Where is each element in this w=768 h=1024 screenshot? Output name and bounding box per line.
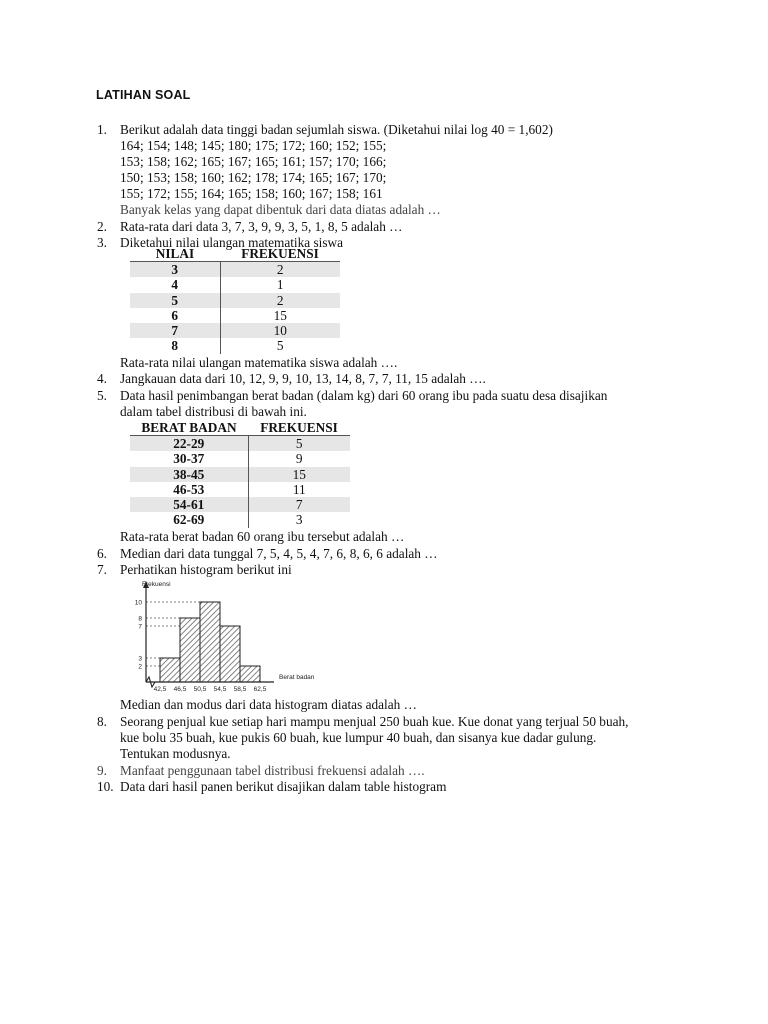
table-cell: 9	[295, 451, 303, 467]
y-axis-label: Frekuensi	[142, 581, 171, 588]
q8-text: Tentukan modusnya.	[120, 746, 231, 761]
table-cell: 22-29	[130, 436, 248, 452]
q8-text: kue bolu 35 buah, kue pukis 60 buah, kue lumpur 40 buah, dan sisanya kue dadar gulung.	[120, 730, 597, 745]
table-cell: 6	[130, 308, 220, 323]
q5-intro: Data hasil penimbangan berat badan (dalam kg) dari 60 orang ibu pada suatu desa disajikan	[120, 388, 608, 403]
table-cell: 2	[220, 262, 340, 278]
q1-data-line: 155; 172; 155; 164; 165; 158; 160; 167; 158; 161	[120, 186, 383, 201]
histogram-bars	[160, 602, 260, 682]
x-axis-label: Berat badan	[279, 674, 315, 681]
table-row	[130, 512, 350, 527]
histogram-bar	[180, 618, 200, 682]
table-cell: 7	[248, 497, 350, 512]
table-cell: 46-53	[130, 482, 248, 497]
q4-number: 4.	[97, 371, 107, 386]
table-row	[130, 482, 350, 497]
table-cell: 1	[276, 277, 284, 293]
q1-number: 1.	[97, 122, 107, 137]
q9-text: Manfaat penggunaan tabel distribusi frekuensi adalah ….	[120, 763, 425, 778]
table-header: FREKUENSI	[260, 420, 338, 435]
table-cell: 8	[130, 338, 220, 353]
x-tick-label: 62,5	[253, 686, 267, 693]
table-row	[130, 467, 350, 482]
table-row	[130, 323, 340, 338]
q10-number: 10.	[97, 779, 114, 794]
q5-question: Rata-rata berat badan 60 orang ibu tersebut adalah …	[120, 529, 405, 544]
table-header-row	[130, 246, 340, 262]
table-cell: 38-45	[130, 467, 248, 482]
x-tick-label: 42,5	[153, 686, 167, 693]
table-row	[130, 338, 340, 353]
histogram-chart	[124, 578, 324, 696]
table-header: BERAT BADAN	[141, 420, 237, 435]
table-row	[130, 293, 340, 308]
table-cell: 62-69	[130, 512, 248, 527]
q3-question: Rata-rata nilai ulangan matematika siswa adalah ….	[120, 355, 398, 370]
table-cell: 54-61	[130, 497, 248, 512]
q10-text: Data dari hasil panen berikut disajikan dalam table histogram	[120, 779, 447, 794]
table-cell: 11	[292, 481, 306, 497]
q7-intro: Perhatikan histogram berikut ini	[120, 562, 292, 577]
y-tick-label: 10	[134, 599, 142, 607]
table-cell: 3	[130, 262, 220, 278]
y-tick-label: 3	[138, 655, 142, 663]
table-cell: 4	[130, 277, 220, 292]
table-cell: 15	[273, 307, 287, 323]
y-tick-label: 7	[138, 623, 142, 631]
table-cell: 5	[276, 338, 284, 354]
table-header: NILAI	[155, 246, 195, 261]
histogram-bar	[200, 602, 220, 682]
y-tick-labels	[135, 600, 143, 671]
nilai-table	[130, 246, 340, 354]
table-row	[130, 277, 340, 292]
x-tick-label: 58,5	[233, 686, 247, 693]
q6-number: 6.	[97, 546, 107, 561]
table-header-row	[130, 420, 350, 436]
q1-data-line: 150; 153; 158; 160; 162; 178; 174; 165; 167; 170;	[120, 170, 387, 185]
table-cell: 5	[248, 436, 350, 452]
y-tick-label: 2	[138, 663, 142, 671]
q5-number: 5.	[97, 388, 107, 403]
q1-question: Banyak kelas yang dapat dibentuk dari data diatas adalah …	[120, 202, 441, 217]
q9-number: 9.	[97, 763, 107, 778]
y-tick-label: 8	[138, 615, 142, 623]
table-row	[130, 436, 350, 452]
q1-data-line: 164; 154; 148; 145; 180; 175; 172; 160; 152; 155;	[120, 138, 387, 153]
q2-text: Rata-rata dari data 3, 7, 3, 9, 9, 3, 5, 1, 8, 5 adalah …	[120, 219, 403, 234]
berat-badan-table	[130, 420, 350, 528]
q6-text: Median dari data tunggal 7, 5, 4, 5, 4, 7, 6, 8, 6, 6 adalah …	[120, 546, 438, 561]
q8-text: Seorang penjual kue setiap hari mampu menjual 250 buah kue. Kue donat yang terjual 50 buah,	[120, 714, 629, 729]
table-cell: 10	[220, 323, 340, 338]
table-cell: 3	[295, 512, 303, 528]
q7-question: Median dan modus dari data histogram diatas adalah …	[120, 697, 417, 712]
q1-data-line: 153; 158; 162; 165; 167; 165; 161; 157; 170; 166;	[120, 154, 387, 169]
x-tick-label: 50,5	[193, 686, 207, 693]
q1-intro: Berikut adalah data tinggi badan sejumlah siswa. (Diketahui nilai log 40 = 1,602)	[120, 122, 553, 137]
histogram-bar	[160, 658, 180, 682]
q4-text: Jangkauan data dari 10, 12, 9, 9, 10, 13, 14, 8, 7, 7, 11, 15 adalah ….	[120, 371, 486, 386]
table-cell: 2	[220, 293, 340, 308]
x-tick-label: 46,5	[173, 686, 187, 693]
table-cell: 15	[248, 467, 350, 482]
table-row	[130, 451, 350, 466]
table-row	[130, 497, 350, 512]
table-cell: 5	[130, 293, 220, 308]
table-row	[130, 308, 340, 323]
q7-number: 7.	[97, 562, 107, 577]
table-row	[130, 262, 340, 278]
q3-number: 3.	[97, 235, 107, 250]
x-tick-label: 54,5	[213, 686, 227, 693]
q5-intro: dalam tabel distribusi di bawah ini.	[120, 404, 307, 419]
x-tick-labels	[154, 686, 267, 693]
histogram-bar	[240, 666, 260, 682]
table-cell: 7	[130, 323, 220, 338]
q2-number: 2.	[97, 219, 107, 234]
table-cell: 30-37	[130, 451, 248, 466]
q3-intro: Diketahui nilai ulangan matematika siswa	[120, 235, 344, 250]
q8-number: 8.	[97, 714, 107, 729]
histogram-bar	[220, 626, 240, 682]
table-header: FREKUENSI	[241, 246, 319, 261]
worksheet-title: LATIHAN SOAL	[96, 88, 191, 102]
